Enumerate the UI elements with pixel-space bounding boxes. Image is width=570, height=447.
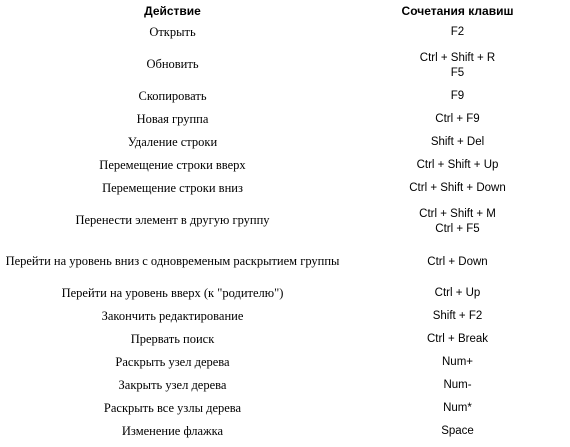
keys-cell — [345, 374, 570, 397]
key-combo: F5 — [450, 66, 465, 79]
table-row — [0, 177, 570, 200]
table-row — [0, 108, 570, 131]
action-cell: Раскрыть все узлы дерева — [103, 401, 242, 415]
table-row — [0, 420, 570, 443]
action-cell: Открыть — [149, 25, 196, 39]
action-cell: Закончить редактирование — [101, 309, 244, 323]
table-row — [0, 21, 570, 44]
keys-cell — [345, 200, 570, 241]
key-combo: Shift + Del — [430, 136, 485, 148]
action-cell: Перейти на уровень вверх (к "родителю") — [61, 286, 284, 300]
action-cell: Изменение флажка — [121, 424, 224, 438]
table-row — [0, 241, 570, 282]
key-combo: Ctrl + Shift + M — [419, 207, 496, 220]
action-cell: Перемещение строки вверх — [99, 158, 246, 172]
table-row — [0, 44, 570, 85]
header-keys: Сочетания клавиш — [401, 3, 514, 18]
table-row — [0, 374, 570, 397]
key-combo: F2 — [450, 26, 465, 38]
key-combo: Space — [441, 425, 474, 437]
action-cell: Перенести элемент в другую группу — [75, 213, 270, 227]
key-combo: Ctrl + Down — [427, 256, 488, 268]
keys-cell — [345, 328, 570, 351]
table-row — [0, 351, 570, 374]
keys-cell — [345, 85, 570, 108]
key-combo: Num* — [443, 402, 472, 414]
action-cell: Новая группа — [136, 112, 209, 126]
keys-cell — [345, 397, 570, 420]
keys-cell — [345, 420, 570, 443]
table-header-row — [0, 0, 570, 21]
key-combo: Num- — [443, 379, 472, 391]
keys-cell — [345, 21, 570, 44]
key-combo: Num+ — [442, 356, 473, 368]
keys-cell — [345, 177, 570, 200]
key-combo: Ctrl + F9 — [435, 113, 480, 125]
table-row — [0, 200, 570, 241]
table-row — [0, 305, 570, 328]
key-combo: Ctrl + Shift + Down — [409, 182, 506, 194]
table-row — [0, 85, 570, 108]
key-combo: Shift + F2 — [432, 310, 483, 322]
action-cell: Закрыть узел дерева — [118, 378, 227, 392]
keys-cell — [345, 131, 570, 154]
keys-cell — [345, 351, 570, 374]
action-cell: Перейти на уровень вниз с одновременым раскрытием группы — [5, 254, 340, 268]
key-combo: F9 — [450, 90, 465, 102]
key-combo: Ctrl + Up — [434, 287, 481, 299]
table-row — [0, 131, 570, 154]
keys-cell — [345, 44, 570, 85]
header-action: Действие — [144, 3, 201, 18]
action-cell: Обновить — [146, 57, 199, 71]
keys-cell — [345, 305, 570, 328]
keys-cell — [345, 241, 570, 282]
action-cell: Удаление строки — [127, 135, 218, 149]
key-combo: Ctrl + Shift + Up — [416, 159, 499, 171]
keys-cell — [345, 108, 570, 131]
action-cell: Раскрыть узел дерева — [115, 355, 230, 369]
key-combo: Ctrl + F5 — [435, 222, 480, 235]
keys-cell — [345, 154, 570, 177]
action-cell: Перемещение строки вниз — [102, 181, 243, 195]
key-combo: Ctrl + Shift + R — [419, 51, 496, 64]
key-combo: Ctrl + Break — [426, 333, 489, 345]
table-row — [0, 282, 570, 305]
table-row — [0, 397, 570, 420]
table-row — [0, 328, 570, 351]
action-cell: Скопировать — [138, 89, 207, 103]
keys-cell — [345, 282, 570, 305]
table-row — [0, 154, 570, 177]
action-cell: Прервать поиск — [130, 332, 215, 346]
